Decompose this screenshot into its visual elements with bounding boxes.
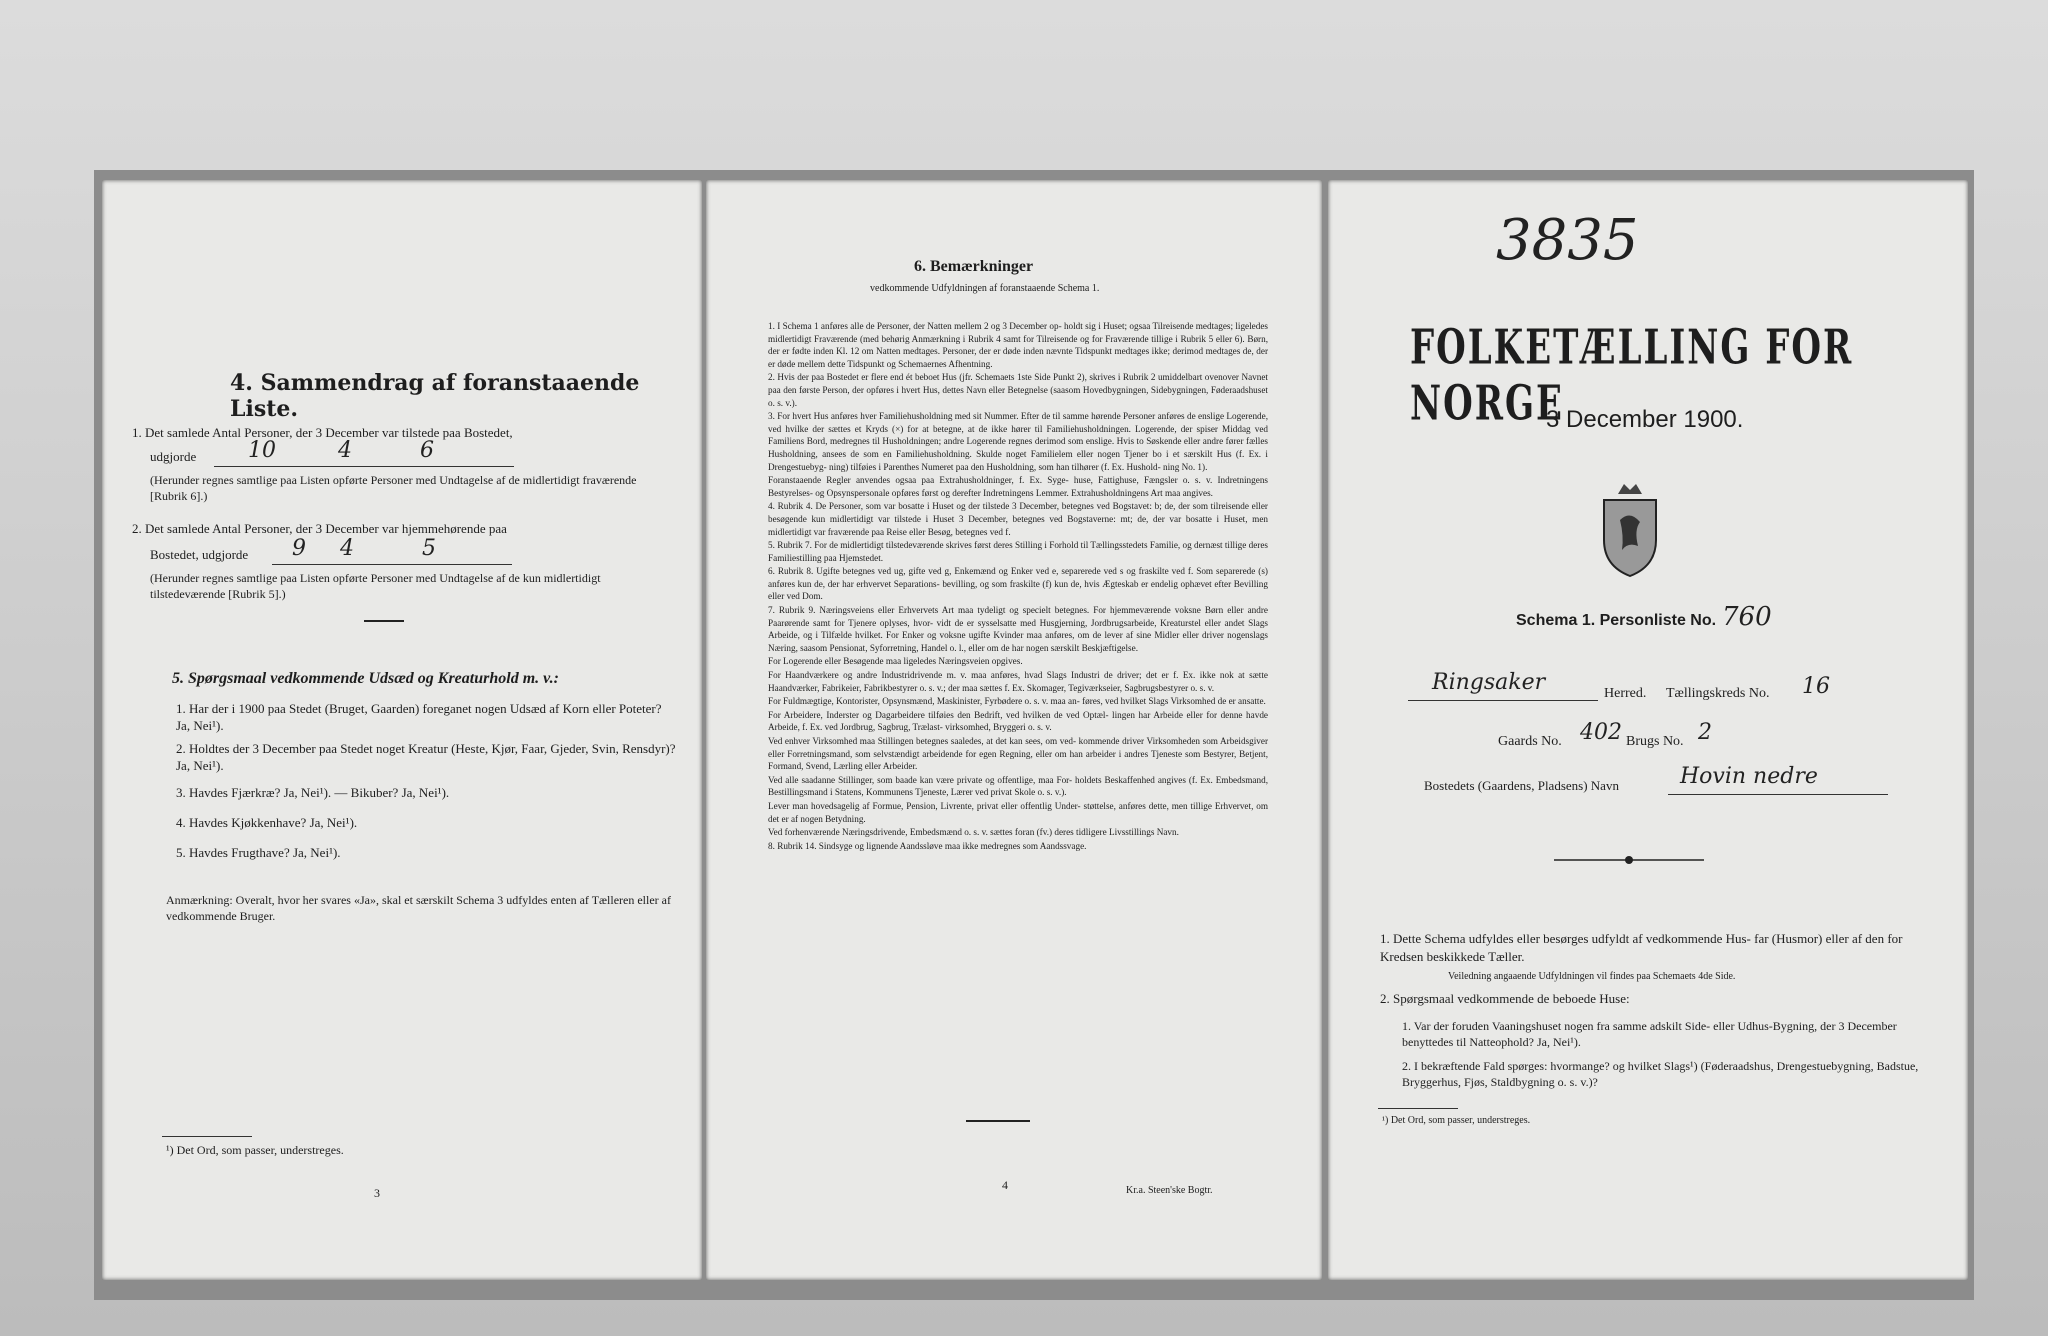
- q5-2: 2. Holdtes der 3 December paa Stedet noget Kreatur (Heste, Kjør, Faar, Gjeder, Svin, Rensdyr)? Ja, Nei¹).: [176, 741, 676, 773]
- schema-label: Schema 1. Personliste No.: [1516, 612, 1717, 629]
- q2-note: (Herunder regnes samtlige paa Listen opførte Personer med Undtagelse af de kun midlertidigt tilstedeværende [Rubrik 5].): [150, 571, 601, 601]
- bosted-hand: Hovin nedre: [1680, 764, 1818, 789]
- instruction-2-1: 1. Var der foruden Vaaningshuset nogen fra samme adskilt Side- eller Udhus-Bygning, der 3 December benyttedes til Natteophold? Ja, Nei¹).: [1402, 1019, 1897, 1049]
- q1-line1: 1. Det samlede Antal Personer, der 3 December var tilstede paa Bostedet,: [132, 425, 513, 440]
- hand-number: 3835: [1496, 208, 1639, 273]
- q5-5: 5. Havdes Frugthave? Ja, Nei¹).: [176, 845, 341, 860]
- brugs-hand: 2: [1698, 720, 1712, 745]
- instruction-1-sub: Veiledning angaaende Udfyldningen vil findes paa Schemaets 4de Side.: [1448, 971, 1736, 982]
- remark-paragraph: 5. Rubrik 7. For de midlertidigt tilstedeværende skrives først deres Stilling i Forhold til Tællingsstedets Familie, og dernæst tillige deres Familiestilling paa Hjemstedet.: [768, 540, 1268, 563]
- remark-paragraph: Lever man hovedsagelig af Formue, Pension, Livrente, privat eller offentlig Under- støttelse, anføres dette, men tillige Erhvervet, om det er af nogen Betydning.: [768, 800, 1268, 824]
- remark-paragraph: Foranstaaende Regler anvendes ogsaa paa Extrahusholdninger, f. Ex. Syge- huse, Fattighuse, Fængsler o. s. v. Indretningens Bestyrelses- og Opsynspersonale opføres først og derefter Indretningens Lemmer. Extrahusholdningens Art maa angives.: [768, 475, 1268, 498]
- remark-paragraph: 7. Rubrik 9. Næringsveiens eller Erhvervets Art maa tydeligt og specielt betegnes. For hjemmeværende voksne Børn eller andre Paarørende samt for Tjenere oplyses, hvor- vidt de er sysselsatte med Husgjerning, Jordbrugsarbeide, Kreaturstel eller andet Slags Arbeide, og i Tilfælde hvilket. For Enker og voksne ugifte Kvinder maa anføres, om de lever af sine Midler eller driver nogenslags Næring, saasom Pensionat, Syforretning, Handel o. l., eller om de har nogen særskilt Beskjæftigelse.: [768, 605, 1268, 653]
- krets-hand: 16: [1802, 674, 1830, 699]
- remark-paragraph: For Arbeidere, Inderster og Dagarbeidere tilføies den Bedrift, ved hvilken de ved Optæl- lingen har Arbeide eller for denne havde Arbeide, f. Ex. ved Jordbrug, Sagbrug, Trælast- virksomhed, Bryggeri o. s. v.: [768, 709, 1268, 733]
- herred-label: Herred.: [1604, 686, 1647, 701]
- q2-hand-c: 5: [422, 536, 436, 561]
- anmaerkning: Anmærkning: Overalt, hvor her svares «Ja», skal et særskilt Schema 3 udfyldes enten af Tælleren eller af vedkommende Bruger.: [166, 893, 671, 923]
- brugs-label: Brugs No.: [1626, 734, 1684, 749]
- remark-paragraph: 8. Rubrik 14. Sindsyge og lignende Aandssløve maa ikke medregnes som Aandssvage.: [768, 840, 1087, 851]
- instruction-2: 2. Spørgsmaal vedkommende de beboede Huse:: [1380, 991, 1630, 1006]
- remark-paragraph: Ved forhenværende Næringsdrivende, Embedsmænd o. s. v. sættes foran (fv.) deres tidligere Livsstillings Navn.: [768, 827, 1179, 838]
- divider: [364, 620, 404, 622]
- schema-number-hand: 760: [1722, 602, 1772, 632]
- remark-paragraph: 1. I Schema 1 anføres alle de Personer, der Natten mellem 2 og 3 December op- holdt sig i Huset; ogsaa Tilreisende medtages; ligeledes midlertidigt Fraværende (med behørig Anmærkning i Rubrik 4 samt for Tilreisende og for Fraværende tillige i Rubrik 5 eller 6). Børn, der er fødte inden Kl. 12 om Natten medtages. Personer, der er døde inden nævnte Tidspunkt medtages ikke; derimod medtages de, der er døde mellem dette Tidspunkt og Schemaernes Afhentning.: [768, 321, 1268, 369]
- q2-line1: 2. Det samlede Antal Personer, der 3 December var hjemmehørende paa: [132, 521, 507, 536]
- q2-hand-a: 9: [292, 536, 306, 561]
- instruction-1: 1. Dette Schema udfyldes eller besørges udfyldt af vedkommende Hus- far (Husmor) eller af den for Kredsen beskikkede Tæller.: [1380, 931, 1903, 964]
- footnote: ¹) Det Ord, som passer, understreges.: [166, 1143, 344, 1157]
- q1-line2: udgjorde: [150, 449, 197, 464]
- remark-paragraph: For Fuldmægtige, Kontorister, Opsynsmænd, Maskinister, Fyrbødere o. s. v. maa an- føres, ved hvilket Slags Virksomhed de er ansatte.: [768, 696, 1266, 707]
- remark-paragraph: Ved enhver Virksomhed maa Stillingen betegnes saaledes, at det kan sees, om ved- kommende driver Virksomheden som Arbeidsgiver eller Forretningsmand, som selvstændigt arbeidende for egen Regning, eller om han arbeider i andres Tjeneste som Bestyrer, Betjent, Formand, Svend, Lærling eller Arbeider.: [768, 736, 1268, 772]
- divider: [966, 1120, 1030, 1122]
- q5-3: 3. Havdes Fjærkræ? Ja, Nei¹). — Bikuber? Ja, Nei¹).: [176, 785, 450, 800]
- krets-label: Tællingskreds No.: [1666, 686, 1770, 701]
- section-4-title: 4. Sammendrag af foranstaaende Liste.: [230, 370, 640, 422]
- q2-line2: Bostedet, udgjorde: [150, 547, 249, 562]
- section-5-title: 5. Spørgsmaal vedkommende Udsæd og Kreaturhold m. v.:: [172, 670, 559, 687]
- remarks-column: [768, 320, 1268, 853]
- left-page: [102, 180, 702, 1280]
- q5-1: 1. Har der i 1900 paa Stedet (Bruget, Gaarden) foreganet nogen Udsæd af Korn eller Poteter? Ja, Nei¹).: [176, 701, 662, 733]
- census-title: FOLKETÆLLING FOR NORGE: [1410, 320, 1854, 432]
- printer-mark: Kr.a. Steen'ske Bogtr.: [1126, 1185, 1213, 1196]
- q1-hand-b: 4: [338, 438, 352, 463]
- bosted-label: Bostedets (Gaardens, Pladsens) Navn: [1424, 778, 1619, 793]
- coat-of-arms-icon: [1594, 480, 1666, 580]
- remark-paragraph: 2. Hvis der paa Bostedet er flere end ét beboet Hus (jfr. Schemaets 1ste Side Punkt 2), skrives i Rubrik 2 umiddelbart ovenover Navnet paa den første Person, der opføres i hvert Hus, dettes Navn eller Betegnelse (saasom Hovedbygningen, Sidebygningen, Føderaadshuset o. s. v.).: [768, 372, 1268, 408]
- remark-paragraph: 4. Rubrik 4. De Personer, som var bosatte i Huset og der tilstede 3 December, betegnes ved Bogstavet: b; de, der som tilreisende eller besøgende kun midlertidigt var tilstede i Huset 3 December, betegnes ved Bogstaverne: mt; de, der var bosatte i Huset, men midlertidigt var fraværende paa Reise eller Besøg, betegnes ved f.: [768, 501, 1268, 537]
- q2-hand-b: 4: [340, 536, 354, 561]
- remark-paragraph: Ved alle saadanne Stillinger, som baade kan være private og offentlige, maa For- holdets Beskaffenhed angives (f. Ex. Embedsmand, Bestillingsmand i Statens, Kommunens Tjeneste, Lærer ved privat Skole o. s. v.).: [768, 774, 1268, 798]
- right-page: [1328, 180, 1968, 1280]
- page-number: 3: [374, 1186, 380, 1200]
- q1-note: (Herunder regnes samtlige paa Listen opførte Personer med Undtagelse af de midlertidigt fraværende [Rubrik 6].): [150, 473, 637, 503]
- instruction-2-2: 2. I bekræftende Fald spørges: hvormange? og hvilket Slags¹) (Føderaadshus, Drengestuebygning, Badstue, Bryggerhus, Fjøs, Staldbygning o. s. v.)?: [1402, 1059, 1919, 1089]
- remark-paragraph: 6. Rubrik 8. Ugifte betegnes ved ug, gifte ved g, Enkemænd og Enker ved e, separerede ved s og fraskilte ved f. Som separerede (s) anføres kun de, der har erhvervet Separations- bevilling, og som fraskilte (f) kun de, hvis Ægteskab er endelig ophævet efter Bevilling eller ved Dom.: [768, 566, 1268, 602]
- footnote: ¹) Det Ord, som passer, understreges.: [1382, 1115, 1531, 1126]
- remarks-title: 6. Bemærkninger: [914, 258, 1034, 275]
- gaards-hand: 402: [1580, 720, 1622, 745]
- remarks-subtitle: vedkommende Udfyldningen af foranstaaende Schema 1.: [870, 283, 1100, 294]
- census-date: 3 December 1900.: [1546, 406, 1744, 433]
- middle-page: [706, 180, 1322, 1280]
- ornament-divider-icon: [1554, 850, 1704, 870]
- page-number: 4: [1002, 1178, 1008, 1192]
- remark-paragraph: For Logerende eller Besøgende maa ligeledes Næringsveien opgives.: [768, 656, 1023, 667]
- q5-4: 4. Havdes Kjøkkenhave? Ja, Nei¹).: [176, 815, 358, 830]
- q1-hand-c: 6: [420, 438, 434, 463]
- herred-hand: Ringsaker: [1432, 670, 1546, 695]
- remark-paragraph: 3. For hvert Hus anføres hver Familiehusholdning med sit Nummer. Efter de til samme hørende Personer anføres de enslige Logerende, ved hvilke der sættes et Kryds (×) for at betegne, at de ikke hører til Familiehusholdningen. Logerende, der spiser Middag ved Familiens Bord, medregnes til Husholdningen; andre Logerende regnes derimod som enslige. Hvis to Søskende eller andre fører fælles Husholdning, ansees de som en Familiehusholdning. Skulde noget Familielem eller nogen Tjener bo i et særskilt Hus (f. Ex. i Drengestuebyg- ning) tilføies i Parenthes Numeret paa den Husholdning, som han tilhører (f. Ex. Hushold- ning No. 1).: [768, 411, 1268, 472]
- q1-hand-a: 10: [248, 438, 276, 463]
- gaards-label: Gaards No.: [1498, 734, 1562, 749]
- remark-paragraph: For Haandværkere og andre Industridrivende m. v. maa anføres, hvad Slags Industri de driver; det er f. Ex. ikke nok at sætte Haandværker, Fabrikeier, Fabrikbestyrer o. s. v.; der maa sættes f. Ex. Skomager, Tegiværkseier, Sagbrugsbestyrer o. s. v.: [768, 670, 1268, 693]
